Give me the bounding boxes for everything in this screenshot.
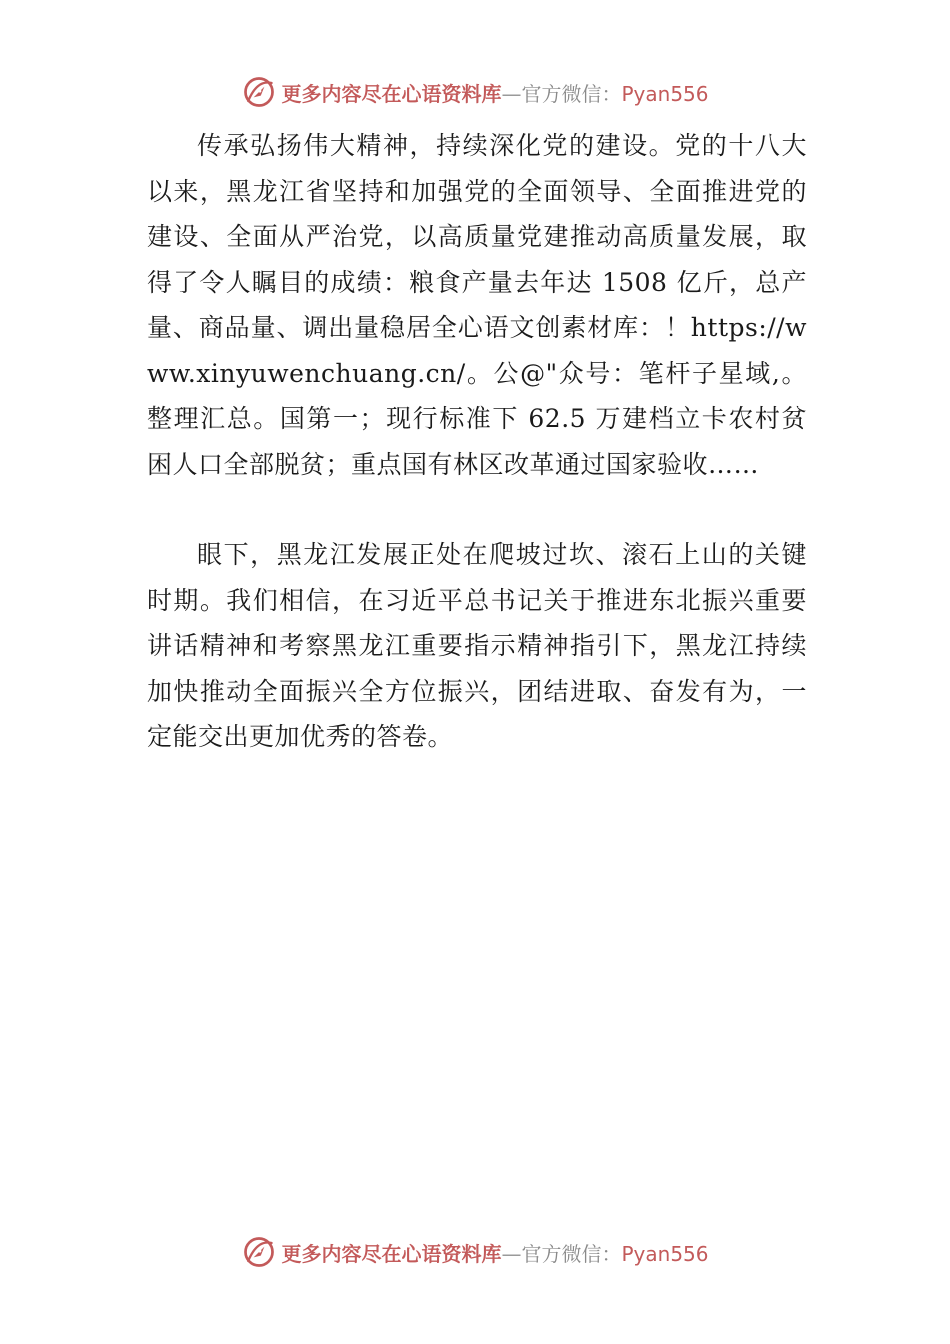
footer-wechat-id: Pyan556: [621, 1241, 709, 1266]
paragraph-1: 传承弘扬伟大精神，持续深化党的建设。党的十八大以来，黑龙江省坚持和加强党的全面领导、全面推进党的建设、全面从严治党，以高质量党建推动高质量发展，取得了令人瞩目的成绩：粮食产量去年达 1508 亿斤，总产量、商品量、调出量稳居全心语文创素材库：！https://www.xinyuwenchuang.cn/。公@"众号：笔杆子星域,。整理汇总。国第一；现行标准下 62.5 万建档立卡农村贫困人口全部脱贫；重点国有林区改革通过国家验收……: [147, 131, 807, 479]
header-banner: [0, 72, 950, 112]
paragraph-2: 眼下，黑龙江发展正处在爬坡过坎、滚石上山的关键时期。我们相信，在习近平总书记关于推进东北振兴重要讲话精神和考察黑龙江重要指示精神指引下，黑龙江持续加快推动全面振兴全方位振兴，团结进取、奋发有为，一定能交出更加优秀的答卷。: [147, 540, 807, 751]
header-wechat-id: Pyan556: [621, 81, 709, 106]
pen-nib-circle-logo-icon: [241, 1234, 277, 1270]
document-body: [147, 123, 807, 760]
header-wechat-label: 官方微信：: [521, 81, 622, 106]
header-brand: 更多内容尽在心语资料库: [281, 81, 502, 106]
footer-banner: [0, 1232, 950, 1272]
pen-nib-circle-logo-icon: [241, 74, 277, 110]
footer-brand: 更多内容尽在心语资料库: [281, 1241, 502, 1266]
header-dash: —: [501, 81, 522, 106]
footer-dash: —: [501, 1241, 522, 1266]
footer-wechat-label: 官方微信：: [521, 1241, 622, 1266]
header-text: [281, 78, 708, 107]
footer-text: [281, 1238, 708, 1267]
